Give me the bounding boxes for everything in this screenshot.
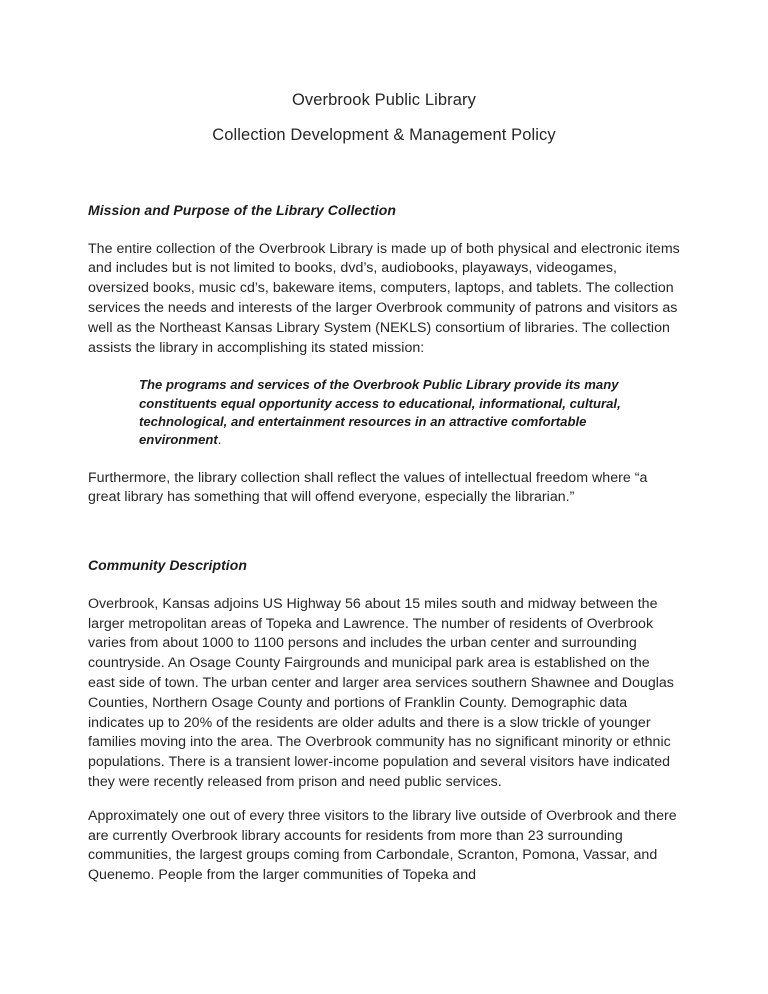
section-mission-paragraph-1: The entire collection of the Overbrook Library is made up of both physical and electronic items and includes but is not limited to books, dvd’s, audiobooks, playaways, videogames, oversized books, music cd’s, bakeware items, computers, laptops, and tablets. The collection services the needs and interests of the larger Overbrook community of patrons and visitors as well as the Northeast Kansas Library System (NEKLS) consortium of libraries. The collection assists the library in accomplishing its stated mission: [88,240,680,356]
document-title-primary: Overbrook Public Library [292,91,476,109]
section-heading-community: Community Description [88,557,247,574]
document-content [88,0,680,886]
section-heading-mission: Mission and Purpose of the Library Collection [88,202,396,218]
section-community-paragraph-2: Approximately one out of every three visitors to the library live outside of Overbrook and there are currently Overbrook library accounts for residents from more than 23 surrounding communities, the largest groups coming from Carbondale, Scranton, Pomona, Vassar, and Quenemo. People from the larger communities of Topeka and [88,807,677,884]
document-title-secondary: Collection Development & Management Policy [212,126,556,144]
mission-statement-period: . [217,432,222,448]
document-title-block [88,0,680,146]
section-mission-paragraph-2: Furthermore, the library collection shall reflect the values of intellectual freedom where “a great library has something that will offend everyone, especially the librarian.” [88,469,648,506]
mission-statement-text: The programs and services of the Overbrook Public Library provide its many constituents equal opportunity access to educational, informational, cultural, technological, and entertainment resources in an attractive comfortable environment [139,377,621,448]
mission-statement-quote [139,376,644,449]
section-community-paragraph-1: Overbrook, Kansas adjoins US Highway 56 about 15 miles south and midway between the larger metropolitan areas of Topeka and Lawrence. The number of residents of Overbrook varies from about 1000 to 1100 persons and includes the urban center and surrounding countryside. An Osage County Fairgrounds and municipal park area is established on the east side of town. The urban center and larger area services southern Shawnee and Douglas Counties, Northern Osage County and portions of Franklin County. Demographic data indicates up to 20% of the residents are older adults and there is a slow trickle of younger families moving into the area. The Overbrook community has no significant minority or ethnic populations. There is a transient lower-income population and several visitors have indicated they were recently released from prison and need public services. [88,595,674,790]
